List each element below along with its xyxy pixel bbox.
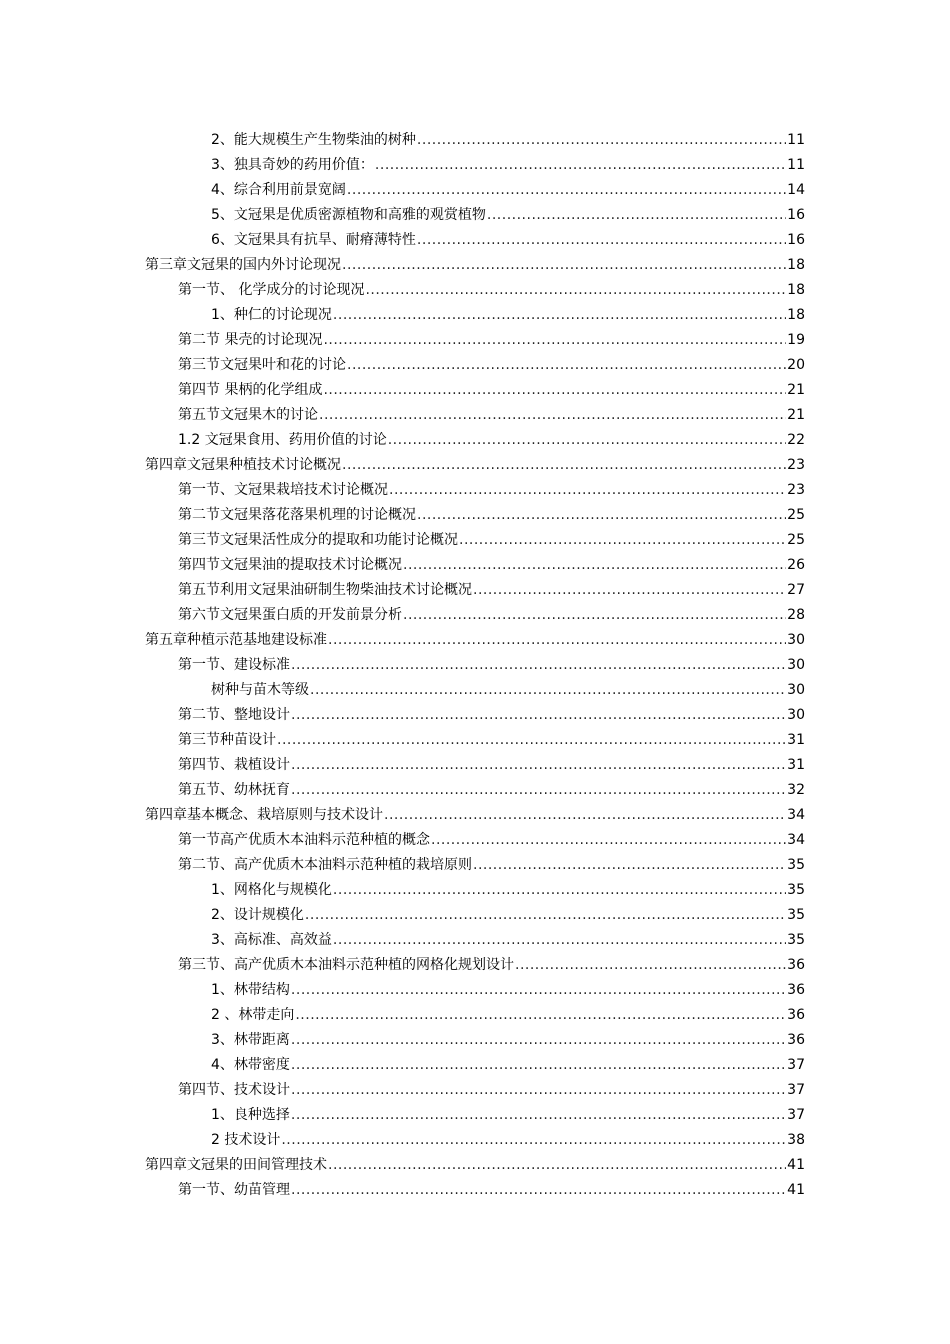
toc-entry[interactable] bbox=[178, 749, 950, 774]
toc-entry-title: 第五节文冠果木的讨论 bbox=[178, 407, 318, 423]
toc-entry-page-number: 37 bbox=[787, 1082, 805, 1098]
toc-entry-page-number: 23 bbox=[787, 482, 805, 498]
toc-entry-title: 1.2 文冠果食用、药用价值的讨论 bbox=[178, 432, 387, 448]
dot-leader bbox=[319, 406, 786, 424]
dot-leader bbox=[291, 1081, 786, 1099]
toc-entry[interactable] bbox=[178, 699, 950, 724]
toc-entry-page-number: 34 bbox=[787, 832, 805, 848]
dot-leader bbox=[473, 581, 786, 599]
toc-entry[interactable] bbox=[211, 149, 950, 174]
toc-entry-title: 1、种仁的讨论现况 bbox=[211, 307, 332, 323]
toc-entry[interactable] bbox=[211, 124, 950, 149]
toc-entry[interactable] bbox=[178, 949, 950, 974]
toc-entry[interactable] bbox=[211, 899, 950, 924]
dot-leader bbox=[323, 331, 786, 349]
dot-leader bbox=[342, 456, 786, 474]
toc-entry[interactable] bbox=[178, 324, 950, 349]
toc-entry-title: 2、设计规模化 bbox=[211, 907, 304, 923]
toc-entry[interactable] bbox=[178, 499, 950, 524]
toc-entry-page-number: 18 bbox=[787, 307, 805, 323]
toc-entry[interactable] bbox=[178, 649, 950, 674]
dot-leader bbox=[403, 556, 786, 574]
dot-leader bbox=[291, 706, 786, 724]
toc-entry-title: 第三节、高产优质木本油料示范种植的网格化规划设计 bbox=[178, 957, 514, 973]
toc-entry[interactable] bbox=[211, 174, 950, 199]
dot-leader bbox=[291, 1056, 786, 1074]
toc-entry-title: 第三章文冠果的国内外讨论现况 bbox=[145, 257, 341, 273]
toc-entry-page-number: 20 bbox=[787, 357, 805, 373]
toc-entry[interactable] bbox=[178, 599, 950, 624]
toc-entry-page-number: 34 bbox=[787, 807, 805, 823]
toc-entry[interactable] bbox=[178, 574, 950, 599]
dot-leader bbox=[291, 981, 786, 999]
toc-entry-page-number: 36 bbox=[787, 982, 805, 998]
toc-entry-title: 6、文冠果具有抗旱、耐瘠薄特性 bbox=[211, 232, 416, 248]
toc-entry-page-number: 25 bbox=[787, 507, 805, 523]
toc-entry[interactable] bbox=[145, 249, 950, 274]
toc-entry-page-number: 30 bbox=[787, 682, 805, 698]
toc-entry-page-number: 21 bbox=[787, 407, 805, 423]
toc-entry-title: 第五章种植示范基地建设标准 bbox=[145, 632, 327, 648]
dot-leader bbox=[277, 731, 786, 749]
toc-entry-title: 第三节文冠果叶和花的讨论 bbox=[178, 357, 346, 373]
dot-leader bbox=[403, 606, 786, 624]
dot-leader bbox=[473, 856, 786, 874]
toc-entry-title: 2 技术设计 bbox=[211, 1132, 281, 1148]
toc-entry-page-number: 37 bbox=[787, 1057, 805, 1073]
toc-entry-title: 第五节、幼林抚育 bbox=[178, 782, 290, 798]
toc-entry-title: 第四章文冠果的田间管理技术 bbox=[145, 1157, 327, 1173]
toc-entry-title: 1、良种选择 bbox=[211, 1107, 290, 1123]
toc-entry[interactable] bbox=[145, 624, 950, 649]
toc-entry-page-number: 41 bbox=[787, 1157, 805, 1173]
toc-entry-title: 第四节、栽植设计 bbox=[178, 757, 290, 773]
toc-entry[interactable] bbox=[178, 524, 950, 549]
toc-entry-title: 第一节高产优质木本油料示范种植的概念 bbox=[178, 832, 430, 848]
toc-entry-title: 第三节种苗设计 bbox=[178, 732, 276, 748]
dot-leader bbox=[333, 881, 786, 899]
toc-entry-page-number: 25 bbox=[787, 532, 805, 548]
toc-entry[interactable] bbox=[178, 474, 950, 499]
toc-entry[interactable] bbox=[178, 374, 950, 399]
toc-entry-title: 5、文冠果是优质密源植物和高雅的观赏植物 bbox=[211, 207, 486, 223]
toc-entry-page-number: 35 bbox=[787, 932, 805, 948]
toc-entry[interactable] bbox=[211, 1024, 950, 1049]
dot-leader bbox=[365, 281, 786, 299]
toc-entry[interactable] bbox=[178, 774, 950, 799]
toc-entry-title: 第五节利用文冠果油研制生物柴油技术讨论概况 bbox=[178, 582, 472, 598]
toc-entry-page-number: 11 bbox=[787, 132, 805, 148]
toc-entry[interactable] bbox=[211, 874, 950, 899]
toc-entry-page-number: 22 bbox=[787, 432, 805, 448]
table-of-contents bbox=[0, 124, 950, 1199]
dot-leader bbox=[333, 931, 786, 949]
toc-entry[interactable] bbox=[211, 974, 950, 999]
dot-leader bbox=[310, 681, 786, 699]
dot-leader bbox=[487, 206, 786, 224]
toc-entry-title: 1、林带结构 bbox=[211, 982, 290, 998]
dot-leader bbox=[291, 656, 786, 674]
toc-entry-title: 第一节、 化学成分的讨论现况 bbox=[178, 282, 365, 298]
toc-entry-title: 第四节、技术设计 bbox=[178, 1082, 290, 1098]
toc-entry-page-number: 37 bbox=[787, 1107, 805, 1123]
toc-entry-page-number: 28 bbox=[787, 607, 805, 623]
dot-leader bbox=[333, 306, 786, 324]
toc-entry-title: 第一节、幼苗管理 bbox=[178, 1182, 290, 1198]
dot-leader bbox=[431, 831, 786, 849]
dot-leader bbox=[342, 256, 786, 274]
dot-leader bbox=[291, 1106, 786, 1124]
toc-entry-page-number: 35 bbox=[787, 857, 805, 873]
toc-entry-title: 3、高标准、高效益 bbox=[211, 932, 332, 948]
toc-entry[interactable] bbox=[178, 849, 950, 874]
dot-leader bbox=[417, 131, 786, 149]
toc-entry[interactable] bbox=[178, 549, 950, 574]
toc-entry-page-number: 16 bbox=[787, 232, 805, 248]
toc-entry-page-number: 27 bbox=[787, 582, 805, 598]
toc-entry[interactable] bbox=[211, 1099, 950, 1124]
toc-entry[interactable] bbox=[145, 1149, 950, 1174]
toc-entry[interactable] bbox=[178, 274, 950, 299]
toc-entry-page-number: 35 bbox=[787, 882, 805, 898]
dot-leader bbox=[328, 1156, 786, 1174]
toc-entry[interactable] bbox=[145, 449, 950, 474]
toc-entry[interactable] bbox=[178, 399, 950, 424]
dot-leader bbox=[515, 956, 786, 974]
toc-entry-page-number: 35 bbox=[787, 907, 805, 923]
toc-entry-page-number: 16 bbox=[787, 207, 805, 223]
toc-entry-title: 第二节文冠果落花落果机理的讨论概况 bbox=[178, 507, 416, 523]
toc-entry-title: 第二节、高产优质木本油料示范种植的栽培原则 bbox=[178, 857, 472, 873]
toc-entry[interactable] bbox=[211, 224, 950, 249]
toc-entry-title: 2 、林带走向 bbox=[211, 1007, 295, 1023]
dot-leader bbox=[417, 506, 786, 524]
dot-leader bbox=[291, 781, 786, 799]
toc-entry-page-number: 36 bbox=[787, 1032, 805, 1048]
dot-leader bbox=[281, 1131, 786, 1149]
toc-entry[interactable] bbox=[211, 199, 950, 224]
toc-entry-page-number: 36 bbox=[787, 1007, 805, 1023]
dot-leader bbox=[384, 806, 786, 824]
toc-entry-title: 第一节、文冠果栽培技术讨论概况 bbox=[178, 482, 388, 498]
toc-entry[interactable] bbox=[178, 1174, 950, 1199]
toc-entry-title: 第六节文冠果蛋白质的开发前景分析 bbox=[178, 607, 402, 623]
dot-leader bbox=[388, 431, 786, 449]
toc-entry-title: 第三节文冠果活性成分的提取和功能讨论概况 bbox=[178, 532, 458, 548]
dot-leader bbox=[295, 1006, 786, 1024]
toc-entry[interactable] bbox=[178, 824, 950, 849]
toc-entry-page-number: 21 bbox=[787, 382, 805, 398]
toc-entry-title: 第一节、建设标准 bbox=[178, 657, 290, 673]
toc-entry-page-number: 19 bbox=[787, 332, 805, 348]
dot-leader bbox=[347, 356, 786, 374]
toc-entry-title: 第四节 果柄的化学组成 bbox=[178, 382, 323, 398]
dot-leader bbox=[291, 1181, 786, 1199]
toc-entry-title: 第四章基本概念、栽培原则与技术设计 bbox=[145, 807, 383, 823]
toc-entry[interactable] bbox=[145, 799, 950, 824]
toc-entry-page-number: 18 bbox=[787, 282, 805, 298]
dot-leader bbox=[323, 381, 786, 399]
toc-entry-page-number: 30 bbox=[787, 657, 805, 673]
toc-entry-page-number: 26 bbox=[787, 557, 805, 573]
toc-entry-title: 第二节、整地设计 bbox=[178, 707, 290, 723]
toc-entry-page-number: 38 bbox=[787, 1132, 805, 1148]
dot-leader bbox=[347, 181, 786, 199]
toc-entry[interactable] bbox=[178, 1074, 950, 1099]
toc-entry-title: 第四章文冠果种植技术讨论概况 bbox=[145, 457, 341, 473]
toc-entry-page-number: 23 bbox=[787, 457, 805, 473]
toc-entry[interactable] bbox=[178, 424, 950, 449]
dot-leader bbox=[459, 531, 786, 549]
dot-leader bbox=[389, 481, 786, 499]
toc-entry[interactable] bbox=[211, 299, 950, 324]
toc-entry-title: 3、林带距离 bbox=[211, 1032, 290, 1048]
toc-entry-page-number: 30 bbox=[787, 632, 805, 648]
toc-entry-title: 2、能大规模生产生物柴油的树种 bbox=[211, 132, 416, 148]
toc-entry-page-number: 30 bbox=[787, 707, 805, 723]
toc-entry-title: 树种与苗木等级 bbox=[211, 682, 309, 698]
toc-entry-title: 4、综合利用前景宽阔 bbox=[211, 182, 346, 198]
dot-leader bbox=[291, 756, 786, 774]
toc-entry-title: 3、独具奇妙的药用价值： bbox=[211, 157, 374, 173]
toc-entry-page-number: 41 bbox=[787, 1182, 805, 1198]
dot-leader bbox=[328, 631, 786, 649]
toc-entry-page-number: 36 bbox=[787, 957, 805, 973]
toc-entry[interactable] bbox=[211, 1049, 950, 1074]
dot-leader bbox=[291, 1031, 786, 1049]
dot-leader bbox=[305, 906, 786, 924]
toc-entry[interactable] bbox=[211, 674, 950, 699]
toc-entry-page-number: 11 bbox=[787, 157, 805, 173]
toc-entry-page-number: 14 bbox=[787, 182, 805, 198]
toc-entry-title: 1、网格化与规模化 bbox=[211, 882, 332, 898]
toc-entry-page-number: 31 bbox=[787, 757, 805, 773]
toc-entry[interactable] bbox=[178, 349, 950, 374]
toc-entry[interactable] bbox=[178, 724, 950, 749]
toc-entry-page-number: 31 bbox=[787, 732, 805, 748]
toc-entry-page-number: 32 bbox=[787, 782, 805, 798]
toc-entry[interactable] bbox=[211, 1124, 950, 1149]
toc-entry-page-number: 18 bbox=[787, 257, 805, 273]
dot-leader bbox=[375, 156, 786, 174]
toc-entry-title: 第四节文冠果油的提取技术讨论概况 bbox=[178, 557, 402, 573]
toc-entry-title: 4、林带密度 bbox=[211, 1057, 290, 1073]
toc-entry[interactable] bbox=[211, 924, 950, 949]
toc-entry-title: 第二节 果壳的讨论现况 bbox=[178, 332, 323, 348]
dot-leader bbox=[417, 231, 786, 249]
toc-entry[interactable] bbox=[211, 999, 950, 1024]
